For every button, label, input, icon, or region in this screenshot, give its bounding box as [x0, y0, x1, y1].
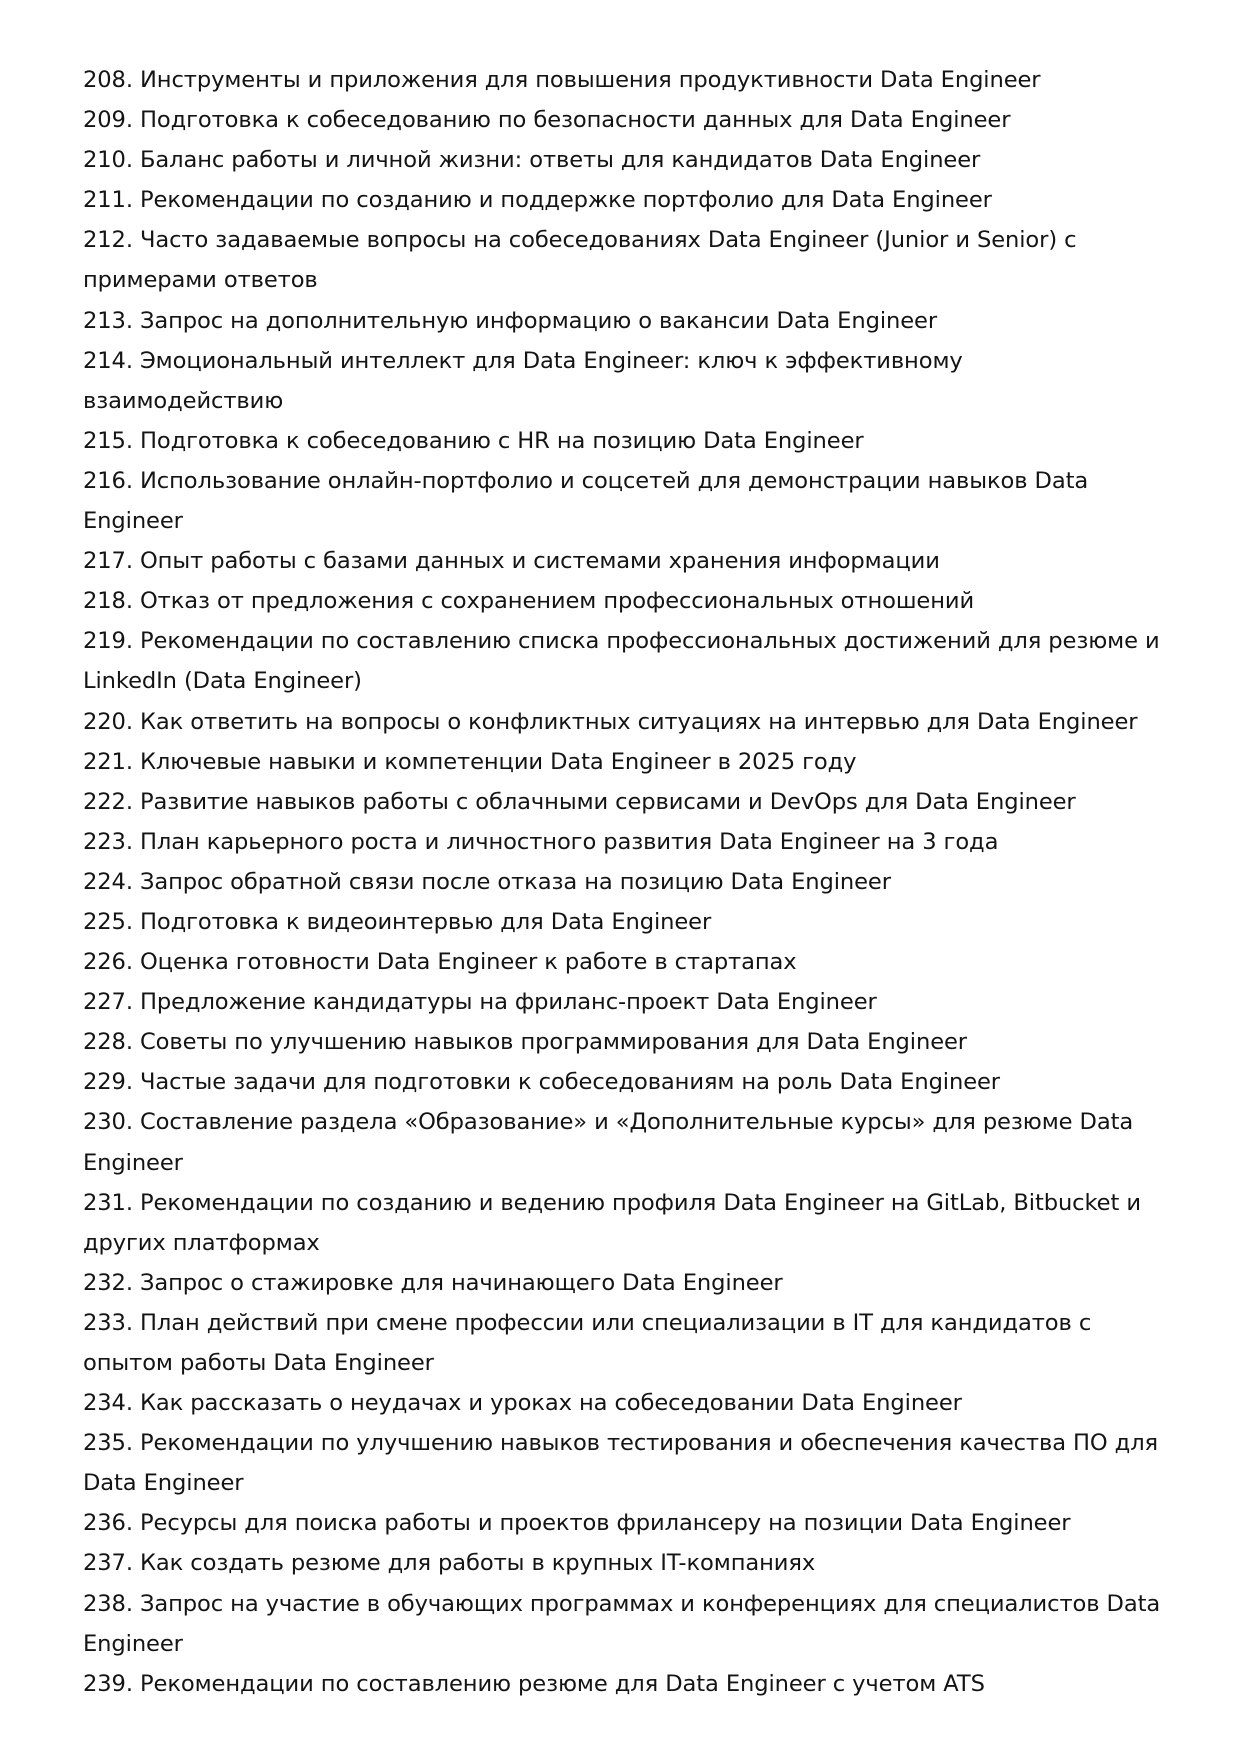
list-item: 217. Опыт работы с базами данных и системами хранения информации	[83, 548, 940, 575]
list-item: 231. Рекомендации по созданию и ведению профиля Data Engineer на GitLab, Bitbucket и других платформах	[83, 1189, 1141, 1256]
list-item: 219. Рекомендации по составлению списка профессиональных достижений для резюме и LinkedIn (Data Engineer)	[83, 628, 1160, 695]
list-item: 214. Эмоциональный интеллект для Data Engineer: ключ к эффективному взаимодействию	[83, 347, 963, 414]
list-item: 237. Как создать резюме для работы в крупных IT-компаниях	[83, 1550, 816, 1577]
list-item: 225. Подготовка к видеоинтервью для Data Engineer	[83, 908, 712, 935]
list-item: 212. Часто задаваемые вопросы на собеседованиях Data Engineer (Junior и Senior) с примерами ответов	[83, 227, 1077, 294]
list-item: 213. Запрос на дополнительную информацию о вакансии Data Engineer	[83, 307, 938, 334]
list-item: 218. Отказ от предложения с сохранением профессиональных отношений	[83, 588, 975, 615]
list-item: 209. Подготовка к собеседованию по безопасности данных для Data Engineer	[83, 107, 1011, 134]
list-item: 224. Запрос обратной связи после отказа на позицию Data Engineer	[83, 868, 891, 895]
list-item: 236. Ресурсы для поиска работы и проектов фрилансеру на позиции Data Engineer	[83, 1510, 1071, 1537]
list-item: 227. Предложение кандидатуры на фриланс-проект Data Engineer	[83, 989, 877, 1016]
list-item: 230. Составление раздела «Образование» и «Дополнительные курсы» для резюме Data Engineer	[83, 1109, 1134, 1176]
list-item: 210. Баланс работы и личной жизни: ответы для кандидатов Data Engineer	[83, 147, 981, 174]
list-item: 229. Частые задачи для подготовки к собеседованиям на роль Data Engineer	[83, 1069, 1000, 1096]
list-item: 223. План карьерного роста и личностного развития Data Engineer на 3 года	[83, 828, 999, 855]
list-item: 221. Ключевые навыки и компетенции Data Engineer в 2025 году	[83, 748, 857, 775]
list-item: 239. Рекомендации по составлению резюме для Data Engineer с учетом ATS	[83, 1670, 985, 1697]
list-item: 215. Подготовка к собеседованию с HR на позицию Data Engineer	[83, 427, 864, 454]
list-item: 208. Инструменты и приложения для повышения продуктивности Data Engineer	[83, 67, 1041, 93]
list-item: 234. Как рассказать о неудачах и уроках на собеседовании Data Engineer	[83, 1390, 962, 1417]
list-item: 222. Развитие навыков работы с облачными сервисами и DevOps для Data Engineer	[83, 788, 1076, 815]
list-item: 233. План действий при смене профессии или специализации в IT для кандидатов с опытом работы Data Engineer	[83, 1309, 1092, 1376]
list-item: 235. Рекомендации по улучшению навыков тестирования и обеспечения качества ПО для Data Engineer	[83, 1430, 1159, 1497]
list-item: 220. Как ответить на вопросы о конфликтных ситуациях на интервью для Data Engineer	[83, 708, 1138, 735]
topic-list	[83, 60, 1163, 1704]
list-item: 216. Использование онлайн-портфолио и соцсетей для демонстрации навыков Data Engineer	[83, 467, 1089, 535]
list-item: 238. Запрос на участие в обучающих программах и конференциях для специалистов Data Engineer	[83, 1590, 1161, 1657]
list-item: 232. Запрос о стажировке для начинающего Data Engineer	[83, 1269, 783, 1296]
list-item: 226. Оценка готовности Data Engineer к работе в стартапах	[83, 949, 797, 976]
list-item: 228. Советы по улучшению навыков программирования для Data Engineer	[83, 1029, 967, 1056]
list-item: 211. Рекомендации по созданию и поддержке портфолио для Data Engineer	[83, 187, 992, 214]
